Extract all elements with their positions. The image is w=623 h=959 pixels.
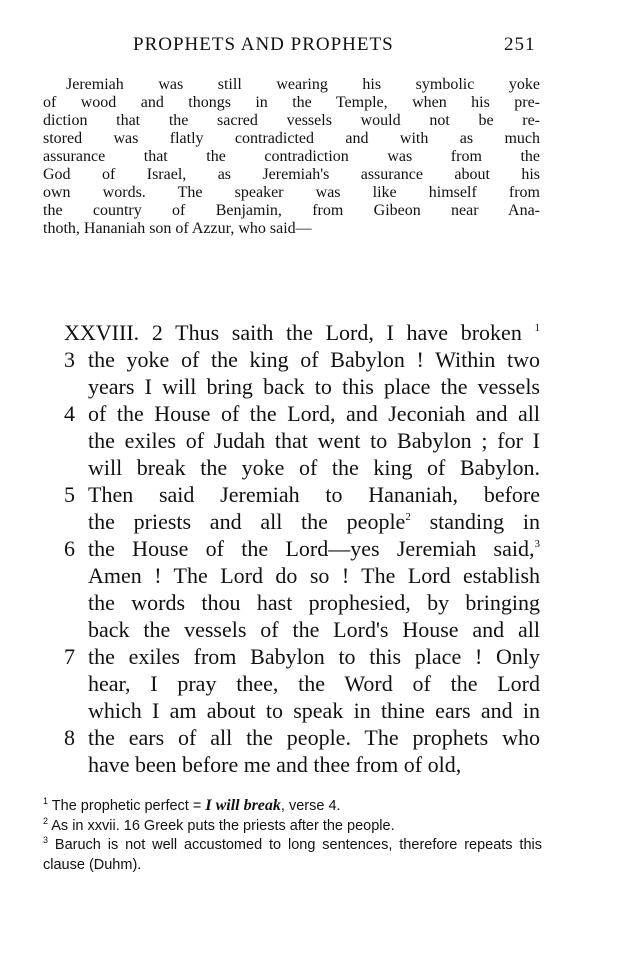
- verse-number: 3: [64, 347, 75, 372]
- verse-line: [43, 724, 540, 751]
- verse-line: [43, 319, 540, 346]
- text-line: God of Israel, as Jeremiah's assurance about his: [43, 166, 540, 183]
- verse-text: the exiles from Babylon to this place ! Only: [88, 644, 540, 669]
- running-header: [0, 34, 623, 62]
- verse-number: 2: [151, 320, 163, 345]
- running-title: PROPHETS AND PROPHETS: [133, 34, 394, 55]
- page-number: 251: [504, 34, 536, 55]
- scripture-quotation: [43, 319, 540, 778]
- footnote-ref: 1: [534, 322, 541, 334]
- verse-text: the words thou hast prophesied, by bringing: [88, 590, 540, 615]
- text-line: diction that the sacred vessels would not be re-: [43, 112, 540, 129]
- verse-number: 6: [64, 536, 75, 561]
- verse-text: the ears of all the people. The prophets who: [88, 725, 540, 750]
- text-line: thoth, Hananiah son of Azzur, who said—: [43, 220, 312, 237]
- verse-line: [43, 670, 540, 697]
- verse-line: [43, 454, 540, 481]
- verse-line: [43, 535, 540, 562]
- verse-text: the exiles of Judah that went to Babylon ; for I: [88, 428, 540, 453]
- footnote-text: Baruch is not well accustomed to long sentences, therefore repeats this clause (Duhm).: [43, 837, 542, 873]
- footnotes: [43, 796, 542, 875]
- verse-line: [43, 589, 540, 616]
- verse-line: [43, 697, 540, 724]
- verse-line: [43, 346, 540, 373]
- verse-text: the priests and all the people: [88, 509, 406, 534]
- verse-text: of the House of the Lord, and Jeconiah and all: [88, 401, 540, 426]
- footnote-text: As in xxvii. 16 Greek puts the priests after the people.: [51, 817, 395, 834]
- text-line: assurance that the contradiction was from the: [43, 148, 540, 165]
- verse-line: [43, 616, 540, 643]
- verse-number: 5: [64, 482, 75, 507]
- verse-text: the House of the Lord—yes Jeremiah said,: [88, 536, 535, 561]
- verse-text: will break the yoke of the king of Babylon.: [88, 455, 540, 480]
- verse-text: have been before me and thee from of old,: [88, 752, 462, 777]
- verse-number: 4: [64, 401, 75, 426]
- footnote: [43, 817, 542, 837]
- text-line: Jeremiah was still wearing his symbolic yoke: [66, 76, 540, 93]
- footnote-text: The prophetic perfect =: [51, 798, 206, 814]
- text-line: stored was flatly contradicted and with as much: [43, 130, 540, 147]
- footnote-italic: I will break: [205, 797, 281, 814]
- verse-text: years I will bring back to this place the vessels: [88, 374, 540, 399]
- verse-line: [43, 508, 540, 535]
- text-line: own words. The speaker was like himself from: [43, 184, 540, 201]
- verse-line: [43, 751, 540, 778]
- footnote: [43, 796, 542, 817]
- verse-line: [43, 481, 540, 508]
- verse-line: [43, 373, 540, 400]
- verse-text: Thus saith the Lord, I have broken: [175, 320, 522, 345]
- verse-number: 7: [64, 644, 75, 669]
- verse-text: hear, I pray thee, the Word of the Lord: [88, 671, 540, 696]
- footnote-ref: 3: [534, 538, 540, 550]
- intro-paragraph: [43, 76, 540, 238]
- footnote-mark: 3: [43, 835, 49, 845]
- footnote-mark: 1: [43, 796, 49, 806]
- verse-line: [43, 643, 540, 670]
- chapter-reference: XXVIII.: [64, 320, 140, 345]
- text-line: the country of Benjamin, from Gibeon near Ana-: [43, 202, 540, 219]
- footnote-ref: 2: [405, 511, 411, 523]
- verse-text-continued: standing in: [410, 509, 540, 534]
- footnote: [43, 836, 542, 875]
- text-line: of wood and thongs in the Temple, when his pre-: [43, 94, 540, 111]
- verse-text: which I am about to speak in thine ears and in: [88, 698, 540, 723]
- verse-text: Then said Jeremiah to Hananiah, before: [88, 482, 540, 507]
- footnote-text-end: , verse 4.: [280, 798, 341, 814]
- footnote-mark: 2: [43, 815, 49, 826]
- verse-text: the yoke of the king of Babylon ! Within two: [88, 347, 540, 372]
- verse-line: [43, 562, 540, 589]
- verse-number: 8: [64, 725, 75, 750]
- verse-text: back the vessels of the Lord's House and all: [88, 617, 540, 642]
- verse-line: [43, 427, 540, 454]
- verse-text: Amen ! The Lord do so ! The Lord establish: [88, 563, 540, 588]
- verse-line: [43, 400, 540, 427]
